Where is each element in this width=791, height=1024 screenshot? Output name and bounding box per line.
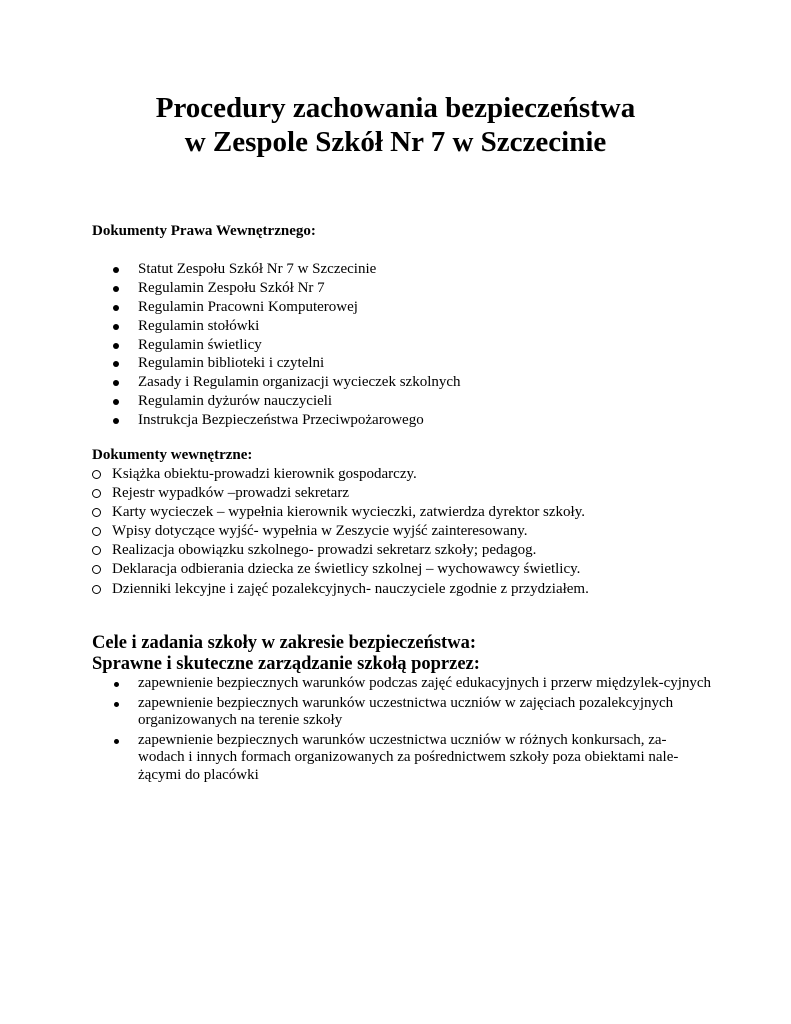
bullet-icon xyxy=(113,305,119,311)
list-item xyxy=(92,392,461,411)
list-item-text: zapewnienie bezpiecznych warunków uczestnictwa uczniów w różnych konkursach, za-wodach i innych formach organizowanych za pośrednictwem szkoły poza obiektami nale-żącymi do placówki xyxy=(138,731,679,783)
list-item-text: Książka obiektu-prowadzi kierownik gospodarczy. xyxy=(112,466,417,482)
list-item xyxy=(92,541,589,560)
list-item xyxy=(92,373,461,392)
document-title-line-1: Procedury zachowania bezpieczeństwa xyxy=(155,92,636,124)
circle-bullet-icon xyxy=(92,565,101,574)
list-item xyxy=(92,298,461,317)
list-item-text: zapewnienie bezpiecznych warunków uczestnictwa uczniów w zajęciach pozalekcyjnych organizowanych na terenie szkoły xyxy=(138,694,674,729)
circle-bullet-icon xyxy=(92,546,101,555)
list-item xyxy=(92,503,589,522)
bullet-icon xyxy=(114,702,119,707)
list-item-text: Regulamin biblioteki i czytelni xyxy=(138,355,325,372)
bullet-icon xyxy=(114,682,119,687)
list-item-text: Zasady i Regulamin organizacji wycieczek szkolnych xyxy=(138,374,461,391)
list-item-text: Regulamin stołówki xyxy=(138,317,260,334)
bullet-icon xyxy=(113,361,119,367)
bullet-icon xyxy=(113,399,119,405)
section-heading-cele-i-zadania: Cele i zadania szkoły w zakresie bezpieczeństwa: xyxy=(92,633,476,653)
list-item-text: Dzienniki lekcyjne i zajęć pozalekcyjnych- nauczyciele zgodnie z przydziałem. xyxy=(112,580,589,597)
list-item xyxy=(92,354,461,373)
list-item-text: Rejestr wypadków –prowadzi sekretarz xyxy=(112,485,349,502)
list-item xyxy=(92,411,461,430)
circle-bullet-icon xyxy=(92,508,101,517)
list-item xyxy=(92,279,461,298)
circle-bullet-icon xyxy=(92,585,101,594)
list-item-text: Regulamin dyżurów nauczycieli xyxy=(138,393,333,410)
list-dokumenty-wewnetrzne xyxy=(92,465,589,599)
list-item xyxy=(92,695,712,730)
bullet-icon xyxy=(113,267,119,273)
list-item xyxy=(92,522,589,541)
list-item-text: Regulamin Zespołu Szkół Nr 7 xyxy=(138,279,325,296)
list-item xyxy=(92,484,589,503)
section-heading-dokumenty-wewnetrzne: Dokumenty wewnętrzne: xyxy=(92,447,253,463)
bullet-icon xyxy=(113,343,119,349)
bullet-icon xyxy=(113,324,119,330)
list-item-text: Regulamin Pracowni Komputerowej xyxy=(138,298,358,315)
list-item-text: Statut Zespołu Szkół Nr 7 w Szczecinie xyxy=(138,261,377,277)
bullet-icon xyxy=(113,286,119,292)
list-item-text: Realizacja obowiązku szkolnego- prowadzi sekretarz szkoły; pedagog. xyxy=(112,542,537,559)
list-zadania-szkoly xyxy=(92,675,712,787)
list-item-text: Wpisy dotyczące wyjść- wypełnia w Zeszycie wyjść zainteresowany. xyxy=(112,523,528,540)
document-title-line-2: w Zespole Szkół Nr 7 w Szczecinie xyxy=(184,126,607,158)
list-item xyxy=(92,336,461,355)
section-heading-prawa-wewnetrznego: Dokumenty Prawa Wewnętrznego: xyxy=(92,223,316,239)
list-item xyxy=(92,675,712,693)
list-item-text: Karty wycieczek – wypełnia kierownik wycieczki, zatwierdza dyrektor szkoły. xyxy=(112,504,585,521)
section-heading-zarzadzanie: Sprawne i skuteczne zarządzanie szkołą poprzez: xyxy=(92,654,480,674)
list-item-text: Instrukcja Bezpieczeństwa Przeciwpożarowego xyxy=(138,412,424,429)
circle-bullet-icon xyxy=(92,527,101,536)
list-dokumenty-prawa-wewnetrznego xyxy=(92,260,461,430)
circle-bullet-icon xyxy=(92,470,101,479)
bullet-icon xyxy=(113,418,119,424)
list-item-text: Regulamin świetlicy xyxy=(138,336,262,353)
circle-bullet-icon xyxy=(92,489,101,498)
list-item xyxy=(92,732,712,785)
list-item xyxy=(92,260,461,279)
list-item xyxy=(92,560,589,579)
list-item-text: Deklaracja odbierania dziecka ze świetlicy szkolnej – wychowawcy świetlicy. xyxy=(112,561,581,578)
bullet-icon xyxy=(114,739,119,744)
list-item xyxy=(92,317,461,336)
bullet-icon xyxy=(113,380,119,386)
list-item xyxy=(92,580,589,599)
list-item-text: zapewnienie bezpiecznych warunków podczas zajęć edukacyjnych i przerw międzylek-cyjnych xyxy=(138,675,712,691)
list-item xyxy=(92,465,589,484)
